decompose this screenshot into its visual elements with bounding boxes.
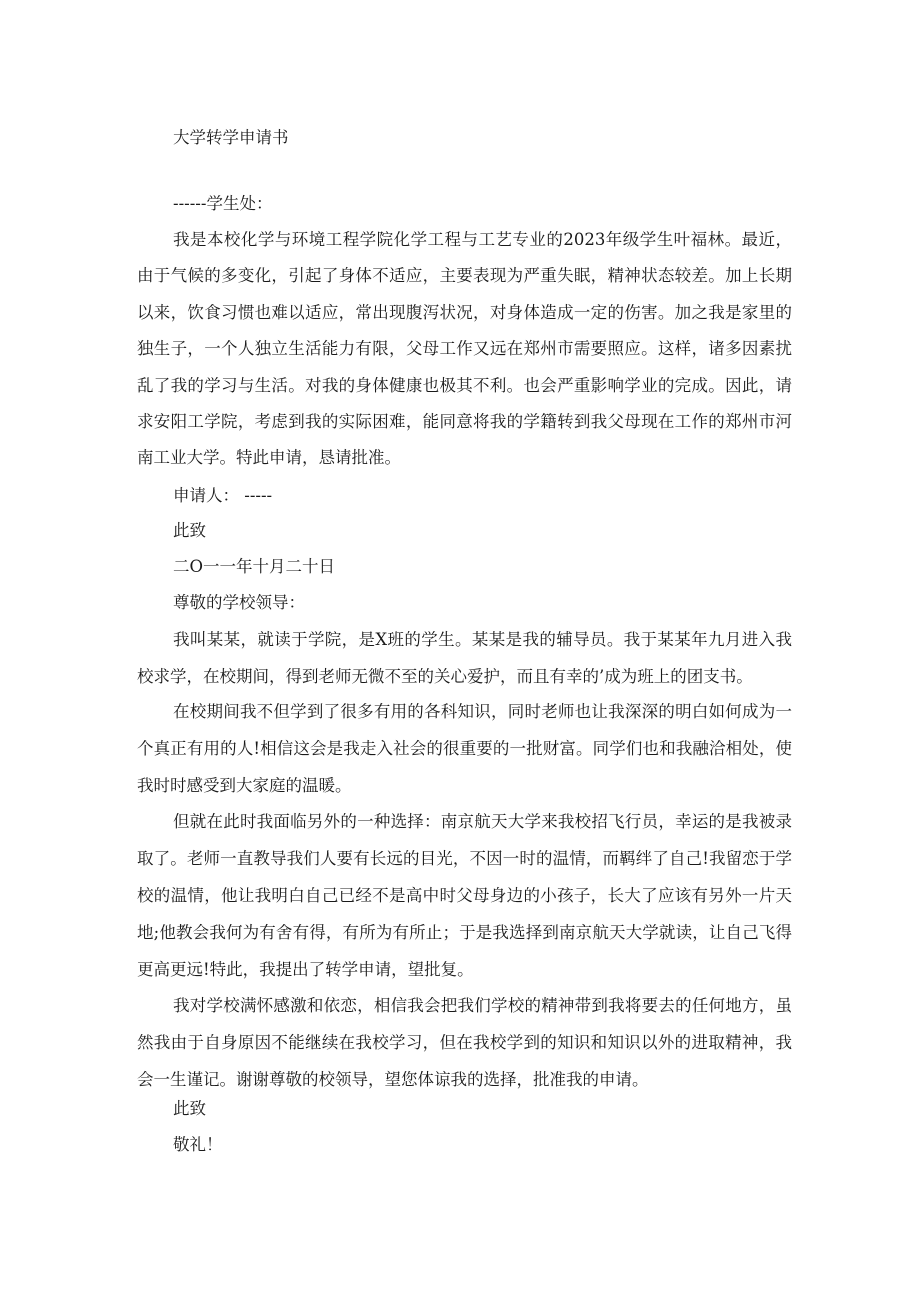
letter1-closing: 此致 xyxy=(173,521,206,540)
letter2-salutation: 尊敬的学校领导： xyxy=(173,593,305,612)
letter1-body-paragraph: 我是本校化学与环境工程学院化学工程与工艺专业的2023年级学生叶福林。最近，由于气候的多变化，引起了身体不适应，主要表现为严重失眠，精神状态较差。加上长期以来，饮食习惯也难以适应，常出现腹泻状况，对身体造成一定的伤害。加之我是家里的独生子，一个人独立生活能力有限，父母工作又远在郑州市需要照应。这样，诸多因素扰乱了我的学习与生活。对我的身体健康也极其不利。也会严重影响学业的完成。因此，请求安阳工学院，考虑到我的实际困难，能同意将我的学籍转到我父母现在工作的郑州市河南工业大学。特此申请，恳请批准。 xyxy=(137,230,792,468)
letter2-closing: 此致 xyxy=(173,1099,206,1118)
letter2-paragraph-4: 我对学校满怀感激和依恋，相信我会把我们学校的精神带到我将要去的任何地方，虽然我由于自身原因不能继续在我校学习，但在我校学到的知识和知识以外的进取精神，我会一生谨记。谢谢尊敬的校领导，望您体谅我的选择，批准我的申请。 xyxy=(137,996,792,1089)
letter1-applicant: 申请人： ----- xyxy=(173,486,273,505)
document-title: 大学转学申请书 xyxy=(173,128,289,147)
letter1-salutation: ------学生处： xyxy=(173,194,273,213)
letter2-regards: 敬礼！ xyxy=(173,1135,223,1154)
letter1-date: 二O一一年十月二十日 xyxy=(173,557,336,576)
letter2-paragraph-1: 我叫某某，就读于学院，是X班的学生。某某是我的辅导员。我于某某年九月进入我校求学，在校期间，得到老师无微不至的关心爱护，而且有幸的’成为班上的团支书。 xyxy=(137,630,792,686)
letter2-paragraph-3: 但就在此时我面临另外的一种选择：南京航天大学来我校招飞行员，幸运的是我被录取了。老师一直教导我们人要有长远的目光，不因一时的温情，而羁绊了自己!我留恋于学校的温情，他让我明白自己已经不是高中时父母身边的小孩子，长大了应该有另外一片天地;他教会我何为有舍有得，有所为有所止；于是我选择到南京航天大学就读，让自己飞得更高更远!特此，我提出了转学申请，望批复。 xyxy=(137,812,792,979)
letter2-paragraph-2: 在校期间我不但学到了很多有用的各科知识，同时老师也让我深深的明白如何成为一个真正有用的人!相信这会是我走入社会的很重要的一批财富。同学们也和我融洽相处，使我时时感受到大家庭的温暖。 xyxy=(137,702,792,795)
